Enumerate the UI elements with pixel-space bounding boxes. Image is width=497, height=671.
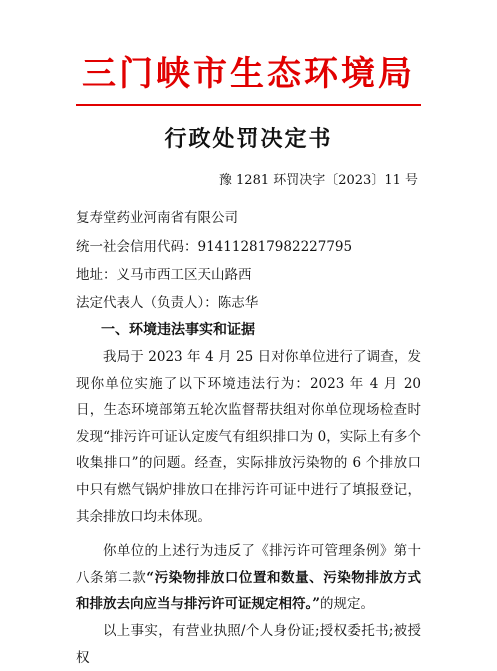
document-number: 豫 1281 环罚决字〔2023〕11 号 (218, 173, 418, 188)
violation-text-c: 的规定。 (320, 596, 375, 613)
regulation-quote: “污染物排放口位置和数量、污染物排放方式和排放去向应当与排污许可证规定相符。” (76, 569, 422, 613)
section-heading: 一、环境违法事实和证据 (101, 322, 255, 338)
facts-paragraph: 我局于 2023 年 4 月 25 日对你单位进行了调查，发现你单位实施了以下环境违法行为：2023 年 4 月 20 日，生态环境部第五轮次监督帮扶组对你单位现场检查时发现“排污许可证认定废气有组织排口为 0，实际上有多个收集排口”的问题。经查，实际排放污染物的 6 个排放口中只有燃气锅炉排放口在排污许可证中进行了填报登记，其余排放口均未体现。 (76, 349, 421, 525)
legal-representative: 法定代表人（负责人）：陈志华 (76, 295, 259, 311)
header-red-rule (76, 104, 421, 106)
evidence-paragraph: 以上事实，有营业执照/个人身份证;授权委托书;被授权 (76, 623, 421, 666)
organization-title: 三门峡市生态环境局 (82, 54, 415, 94)
document-title: 行政处罚决定书 (164, 126, 333, 152)
credit-code: 统一社会信用代码：914112817982227795 (76, 239, 353, 255)
party-address: 地址：义马市西工区天山路西 (76, 267, 252, 283)
violation-paragraph (76, 538, 421, 618)
party-name: 复寿堂药业河南省有限公司 (76, 210, 238, 226)
violation-text-a: 你单位的上述行为违反了《排污许可管理条例》第十八条第二款 (76, 543, 421, 586)
